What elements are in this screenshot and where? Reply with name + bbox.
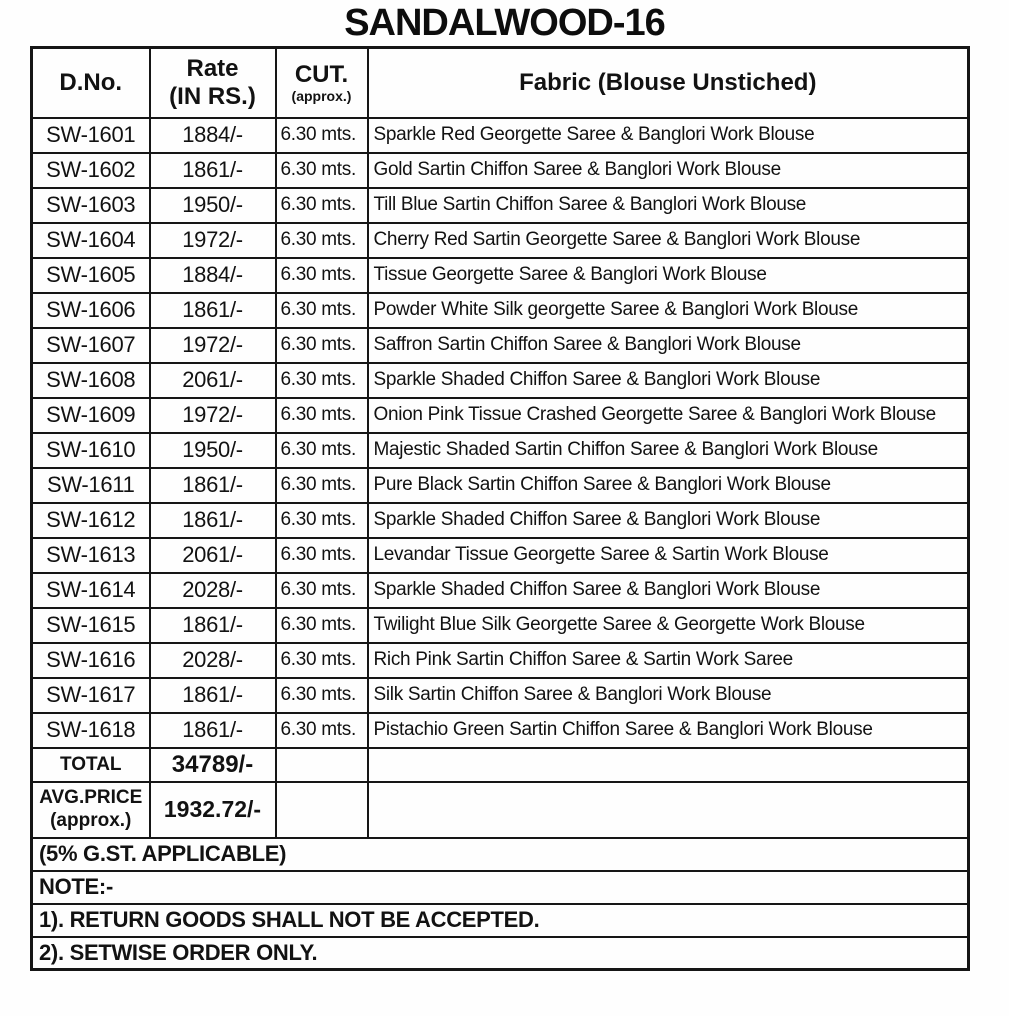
fabric-cell: Silk Sartin Chiffon Saree & Banglori Work Blouse [368, 678, 969, 713]
rate-cell: 1861/- [150, 153, 276, 188]
header-cut-line2: (approx.) [291, 87, 352, 104]
avg-price-label-line2: (approx.) [50, 809, 132, 831]
note-2-row [32, 937, 969, 970]
table-row [32, 468, 969, 503]
cut-cell: 6.30 mts. [276, 608, 368, 643]
table-body [32, 118, 969, 748]
cut-cell: 6.30 mts. [276, 118, 368, 153]
note-1: 1). RETURN GOODS SHALL NOT BE ACCEPTED. [32, 904, 969, 937]
table-row [32, 503, 969, 538]
fabric-cell: Sparkle Shaded Chiffon Saree & Banglori Work Blouse [368, 363, 969, 398]
header-row [32, 48, 969, 118]
table-row [32, 258, 969, 293]
dno-cell: SW-1609 [32, 398, 150, 433]
total-row [32, 748, 969, 782]
rate-cell: 2028/- [150, 573, 276, 608]
rate-cell: 2061/- [150, 538, 276, 573]
cut-cell: 6.30 mts. [276, 398, 368, 433]
cut-cell: 6.30 mts. [276, 433, 368, 468]
total-label: TOTAL [32, 748, 150, 782]
dno-cell: SW-1612 [32, 503, 150, 538]
cut-cell: 6.30 mts. [276, 538, 368, 573]
dno-cell: SW-1616 [32, 643, 150, 678]
table-row [32, 328, 969, 363]
header-dno [32, 48, 150, 118]
fabric-cell: Till Blue Sartin Chiffon Saree & Banglori Work Blouse [368, 188, 969, 223]
note-heading: NOTE:- [32, 871, 969, 904]
cut-cell: 6.30 mts. [276, 188, 368, 223]
header-cut-line1: CUT. [294, 61, 349, 89]
rate-cell: 1861/- [150, 713, 276, 748]
avg-fabric-empty-cell [368, 782, 969, 838]
table-row [32, 433, 969, 468]
table-row [32, 153, 969, 188]
fabric-cell: Gold Sartin Chiffon Saree & Banglori Work Blouse [368, 153, 969, 188]
fabric-cell: Cherry Red Sartin Georgette Saree & Banglori Work Blouse [368, 223, 969, 258]
fabric-cell: Tissue Georgette Saree & Banglori Work Blouse [368, 258, 969, 293]
dno-cell: SW-1605 [32, 258, 150, 293]
table-summary [32, 748, 969, 970]
avg-price-value: 1932.72/- [150, 782, 276, 838]
rate-cell: 1861/- [150, 293, 276, 328]
rate-cell: 1950/- [150, 188, 276, 223]
fabric-cell: Rich Pink Sartin Chiffon Saree & Sartin Work Saree [368, 643, 969, 678]
fabric-cell: Levandar Tissue Georgette Saree & Sartin Work Blouse [368, 538, 969, 573]
fabric-cell: Sparkle Shaded Chiffon Saree & Banglori Work Blouse [368, 573, 969, 608]
rate-cell: 1950/- [150, 433, 276, 468]
table-row [32, 293, 969, 328]
dno-cell: SW-1613 [32, 538, 150, 573]
rate-cell: 1884/- [150, 118, 276, 153]
fabric-cell: Twilight Blue Silk Georgette Saree & Georgette Work Blouse [368, 608, 969, 643]
table-row [32, 363, 969, 398]
rate-cell: 1972/- [150, 398, 276, 433]
fabric-cell: Saffron Sartin Chiffon Saree & Banglori Work Blouse [368, 328, 969, 363]
dno-cell: SW-1606 [32, 293, 150, 328]
table-row [32, 573, 969, 608]
table-row [32, 643, 969, 678]
dno-cell: SW-1607 [32, 328, 150, 363]
fabric-cell: Pure Black Sartin Chiffon Saree & Banglori Work Blouse [368, 468, 969, 503]
avg-price-row [32, 782, 969, 838]
table-row [32, 398, 969, 433]
table-row [32, 188, 969, 223]
table-row [32, 223, 969, 258]
cut-cell: 6.30 mts. [276, 258, 368, 293]
dno-cell: SW-1602 [32, 153, 150, 188]
gst-note: (5% G.ST. APPLICABLE) [32, 838, 969, 871]
header-fabric [368, 48, 969, 118]
fabric-cell: Pistachio Green Sartin Chiffon Saree & Banglori Work Blouse [368, 713, 969, 748]
cut-cell: 6.30 mts. [276, 153, 368, 188]
rate-cell: 2028/- [150, 643, 276, 678]
note-2: 2). SETWISE ORDER ONLY. [32, 937, 969, 970]
rate-cell: 1972/- [150, 223, 276, 258]
rate-cell: 1972/- [150, 328, 276, 363]
cut-cell: 6.30 mts. [276, 713, 368, 748]
avg-cut-empty-cell [276, 782, 368, 838]
total-value: 34789/- [150, 748, 276, 782]
rate-cell: 1861/- [150, 503, 276, 538]
total-fabric-empty-cell [368, 748, 969, 782]
avg-price-label-line1: AVG.PRICE [39, 786, 143, 808]
cut-cell: 6.30 mts. [276, 328, 368, 363]
table-row [32, 608, 969, 643]
cut-cell: 6.30 mts. [276, 293, 368, 328]
fabric-cell: Majestic Shaded Sartin Chiffon Saree & Banglori Work Blouse [368, 433, 969, 468]
fabric-cell: Sparkle Red Georgette Saree & Banglori Work Blouse [368, 118, 969, 153]
table-row [32, 118, 969, 153]
dno-cell: SW-1610 [32, 433, 150, 468]
cut-cell: 6.30 mts. [276, 643, 368, 678]
header-rate-line1: Rate [186, 55, 239, 83]
rate-cell: 1884/- [150, 258, 276, 293]
rate-cell: 1861/- [150, 608, 276, 643]
gst-row [32, 838, 969, 871]
price-table [30, 46, 970, 971]
dno-cell: SW-1611 [32, 468, 150, 503]
cut-cell: 6.30 mts. [276, 573, 368, 608]
table-header [32, 48, 969, 118]
cut-cell: 6.30 mts. [276, 223, 368, 258]
dno-cell: SW-1604 [32, 223, 150, 258]
avg-price-label [32, 782, 150, 838]
dno-cell: SW-1608 [32, 363, 150, 398]
table-row [32, 678, 969, 713]
header-dno-label: D.No. [59, 68, 123, 96]
header-rate [150, 48, 276, 118]
dno-cell: SW-1614 [32, 573, 150, 608]
dno-cell: SW-1618 [32, 713, 150, 748]
rate-cell: 1861/- [150, 678, 276, 713]
dno-cell: SW-1601 [32, 118, 150, 153]
cut-cell: 6.30 mts. [276, 678, 368, 713]
cut-cell: 6.30 mts. [276, 468, 368, 503]
dno-cell: SW-1615 [32, 608, 150, 643]
rate-cell: 1861/- [150, 468, 276, 503]
fabric-cell: Powder White Silk georgette Saree & Banglori Work Blouse [368, 293, 969, 328]
table-row [32, 713, 969, 748]
fabric-cell: Sparkle Shaded Chiffon Saree & Banglori Work Blouse [368, 503, 969, 538]
cut-cell: 6.30 mts. [276, 503, 368, 538]
total-cut-empty-cell [276, 748, 368, 782]
page-title: SANDALWOOD-16 [344, 2, 665, 44]
rate-cell: 2061/- [150, 363, 276, 398]
dno-cell: SW-1603 [32, 188, 150, 223]
table-row [32, 538, 969, 573]
header-rate-line2: (IN RS.) [169, 82, 256, 110]
header-cut [276, 48, 368, 118]
header-fabric-label: Fabric (Blouse Unstiched) [519, 68, 817, 96]
note-heading-row [32, 871, 969, 904]
cut-cell: 6.30 mts. [276, 363, 368, 398]
note-1-row [32, 904, 969, 937]
dno-cell: SW-1617 [32, 678, 150, 713]
fabric-cell: Onion Pink Tissue Crashed Georgette Saree & Banglori Work Blouse [368, 398, 969, 433]
